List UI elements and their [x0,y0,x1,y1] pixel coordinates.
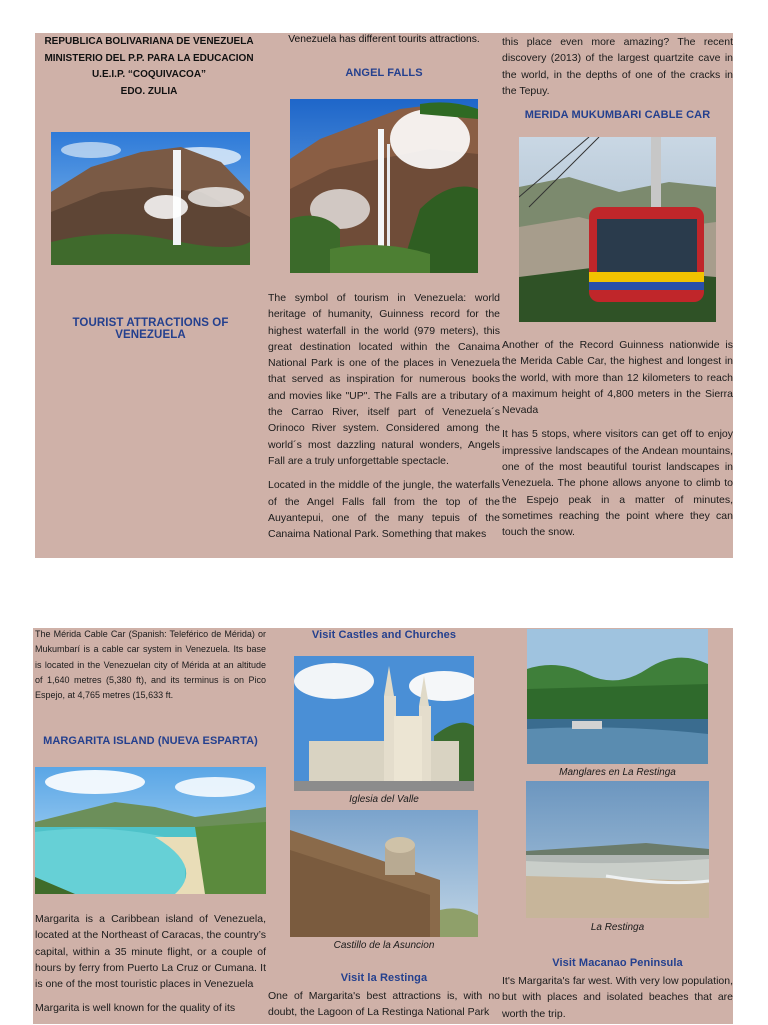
manglares-photo [527,629,708,764]
margarita-heading: MARGARITA ISLAND (NUEVA ESPARTA) [43,735,258,747]
cable-car-text [502,337,733,549]
angel-falls-text [268,290,500,550]
header-line-1: REPUBLICA BOLIVARIANA DE VENEZUELA [44,36,254,47]
header-line-2: MINISTERIO DEL P.P. PARA LA EDUCACION [44,52,254,64]
angel-falls-photo-small [51,132,250,265]
intro-text: Venezuela has different tourits attractions. [288,34,480,45]
angel-falls-photo [290,99,478,273]
margarita-beach-photo [35,767,266,894]
header-line-3: U.E.I.P. “COQUIVACOA” [91,69,207,81]
restinga-heading: Visit la Restinga [340,972,428,984]
angel-falls-heading: ANGEL FALLS [345,67,423,79]
margarita-paragraph-1: Margarita is a Caribbean island of Venezuela, located at the Northeast of Caracas, the country’s capital, within a 35 minute flight, or a couple of hours by ferry from Puerto La Cruz or Cumana. It is one of the most touristic places in Venezuela [35,913,266,991]
iglesia-del-valle-photo [294,656,474,791]
margarita-text [35,911,266,1025]
header-line-4: EDO. ZULIA [120,85,178,97]
cable-car-paragraph-2: It has 5 stops, where visitors can get off to enjoy impressive landscapes of the Andean mountains, one of the most beautiful tourist landscapes in Venezuela. The phone allows anyone to climb to the Espejo peak in a matter of minutes, sometimes reaching the point where they can touch the snow. [502,428,733,539]
la-restinga-photo [526,781,709,918]
angel-falls-paragraph-1: The symbol of tourism in Venezuela: world heritage of humanity, Guinness record for the highest waterfall in the world (979 meters), this great destination located within the Canaima National Park is one of the places in Venezuela that served as inspiration for numerous books and movies like "UP". The Falls are a tributary of the Carrao River, itself part of Venezuela´s Orinoco River system. Considered among the world´s most dazzling natural wonders, Angels Fall are a truly unforgettable spectacle. [268,292,500,467]
angel-falls-paragraph-2: Located in the middle of the jungle, the waterfalls of the Angel Falls fall from the top of the Auyantepui, one of the many tepuis of the Canaima National Park. Something that makes [268,479,500,541]
iglesia-caption: Iglesia del Valle [349,794,419,805]
macanao-heading: Visit Macanao Peninsula [552,957,683,969]
castillo-photo [290,810,478,937]
margarita-paragraph-2: Margarita is well known for the quality of its [35,1002,236,1015]
cable-car-heading: MERIDA MUKUMBARI CABLE CAR [524,109,711,121]
main-title: TOURIST ATTRACTIONS OF VENEZUELA [72,317,229,341]
castles-heading: Visit Castles and Churches [311,629,457,641]
manglares-caption: Manglares en La Restinga [559,767,676,778]
cable-car-photo [519,137,716,322]
school-header [40,34,258,100]
macanao-text: It's Margarita's far west. With very low population, but with places and isolated beaches that are worth the trip. [502,975,733,1020]
merida-cable-car-text: The Mérida Cable Car (Spanish: Teleférico de Mérida) or Mukumbarí is a cable car system in Venezuela. Its base is located in the Venezuelan city of Mérida at an altitude of 1,640 metres (5,380 ft), and its terminus is on Pico Espejo, at 4,765 metres (15,633 ft. [35,629,266,701]
castillo-caption: Castillo de la Asuncion [333,940,435,951]
cable-car-paragraph-1: Another of the Record Guinness nationwide is the Merida Cable Car, the highest and longest in the world, with more than 12 kilometers to reach a maximum height of 4,800 meters in the Sierra Nevada [502,339,733,417]
angel-falls-continued: this place even more amazing? The recent discovery (2013) of the largest quartzite cave in the world, in the depths of one of the cracks in the Tepuy. [502,36,733,97]
restinga-text: One of Margarita's best attractions is, with no doubt, the Lagoon of La Restinga National Park [268,990,500,1019]
la-restinga-caption: La Restinga [590,922,645,933]
